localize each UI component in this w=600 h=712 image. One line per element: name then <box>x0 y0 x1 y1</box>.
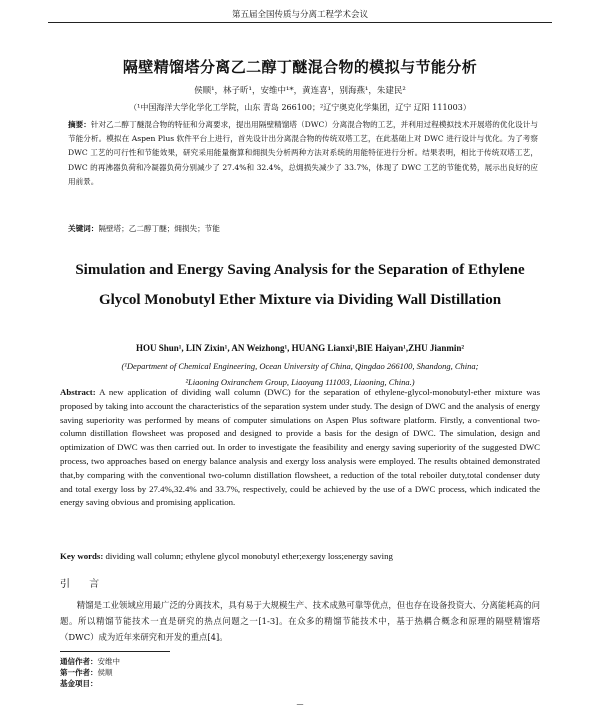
page-number: — <box>296 700 304 708</box>
header-rule <box>48 22 552 23</box>
en-keywords-label: Key words: <box>60 551 104 561</box>
zh-authors: 侯顺¹，林子昕¹，安维中¹*，黄连喜¹，别海燕¹，朱建民² <box>194 86 406 96</box>
en-affiliation-2: ²Liaoning Oxiranchem Group, Liaoyang 111003, Liaoning, China.) <box>185 377 415 387</box>
en-abstract-label: Abstract: <box>60 387 96 397</box>
en-abstract-text: A new application of dividing wall column (DWC) for the separation of ethylene-glycol-monobutyl-ether mixture was proposed by taking into account the characteristics of the separation system under study. The design of DWC and the analysis of energy saving superiority was performed by means of computer simulations on Aspen Plus software platform. Firstly, a conventional two-column distillation flowsheet was proposed and designed to provide a basis for the design of DWC. The simulation, design and optimization of DWC was then carried out. In order to investigate the feasibility and energy saving superiority of the suggested DWC process, two approaches based on energy balance analysis and exergy loss analysis were employed. The results obtained demonstrated that,by comparing with the conventional two-column distillation flowsheet, a reduction of the total reboiler duty,total condenser duty and total exergy loss by 27.4%,32.4% and 33.7%, respectively, could be achieved by the use of a DWC process, which indicated the energy saving obvious and promising application. <box>60 387 540 508</box>
zh-keywords-label: 关键词： <box>68 224 99 233</box>
en-keywords-text: dividing wall column; ethylene glycol monobutyl ether;exergy loss;energy saving <box>105 551 393 561</box>
footnote-rule <box>60 651 170 652</box>
footnote-corresponding: 通信作者：安维中 <box>60 657 120 666</box>
zh-keywords <box>68 223 538 234</box>
zh-abstract-label: 摘要： <box>68 120 91 129</box>
zh-keywords-text: 隔壁塔；乙二醇丁醚；㶲损失；节能 <box>98 224 220 233</box>
footnote-funding: 基金项目： <box>60 679 98 688</box>
en-title: Simulation and Energy Saving Analysis for the Separation of Ethylene Glycol Monobutyl Ether Mixture via Dividing Wall Distillation <box>75 262 525 308</box>
intro-paragraph: 精馏是工业领域应用最广泛的分离技术，具有易于大规模生产、技术成熟可靠等优点，但也存在设备投资大、分离能耗高的问题。所以精馏节能技术一直是研究的热点问题之一[1-3]。在众多的精馏节能技术中，基于热耦合概念和原理的隔壁精馏塔（DWC）成为近年来研究和开发的重点[4]。 <box>60 600 540 642</box>
zh-abstract-text: 针对乙二醇丁醚混合物的特征和分离要求，提出用隔壁精馏塔（DWC）分离混合物的工艺，并利用过程模拟技术开展塔的优化设计与节能分析。模拟在 Aspen Plus 软件平台上进行，首先设计出分离混合物的传统双塔工艺，在此基础上对 DWC 进行设计与优化。为了考察 DWC 工艺的可行性和节能效果，研究采用能量衡算和㶲损失分析两种方法对系统的用能特征进行分析。结果表明，相比于传统双塔工艺，DWC 的再沸器负荷和冷凝器负荷分别减少了 27.4%和 32.4%，总㶲损失减少了 33.7%，体现了 DWC 工艺的节能优势，展示出良好的应用前景。 <box>68 120 539 186</box>
running-header: 第五届全国传质与分离工程学术会议 <box>231 10 368 20</box>
footnote-first-author: 第一作者：侯顺 <box>60 668 113 677</box>
en-abstract <box>60 386 540 510</box>
zh-title: 隔壁精馏塔分离乙二醇丁醚混合物的模拟与节能分析 <box>122 58 478 76</box>
footnotes <box>60 656 120 689</box>
zh-affiliation: （¹中国海洋大学化学化工学院，山东 青岛 266100；²辽宁奥克化学集团，辽宁 辽阳 111003） <box>129 103 471 112</box>
en-authors: HOU Shun¹, LIN Zixin¹, AN Weizhong¹, HUANG Lianxi¹,BIE Haiyan¹,ZHU Jianmin² <box>135 343 465 353</box>
en-affiliation-1: (¹Department of Chemical Engineering, Ocean University of China, Qingdao 266100, Shandong, China; <box>121 361 479 371</box>
en-keywords <box>60 551 540 561</box>
zh-abstract <box>68 118 538 189</box>
intro-heading: 引 言 <box>60 579 108 590</box>
